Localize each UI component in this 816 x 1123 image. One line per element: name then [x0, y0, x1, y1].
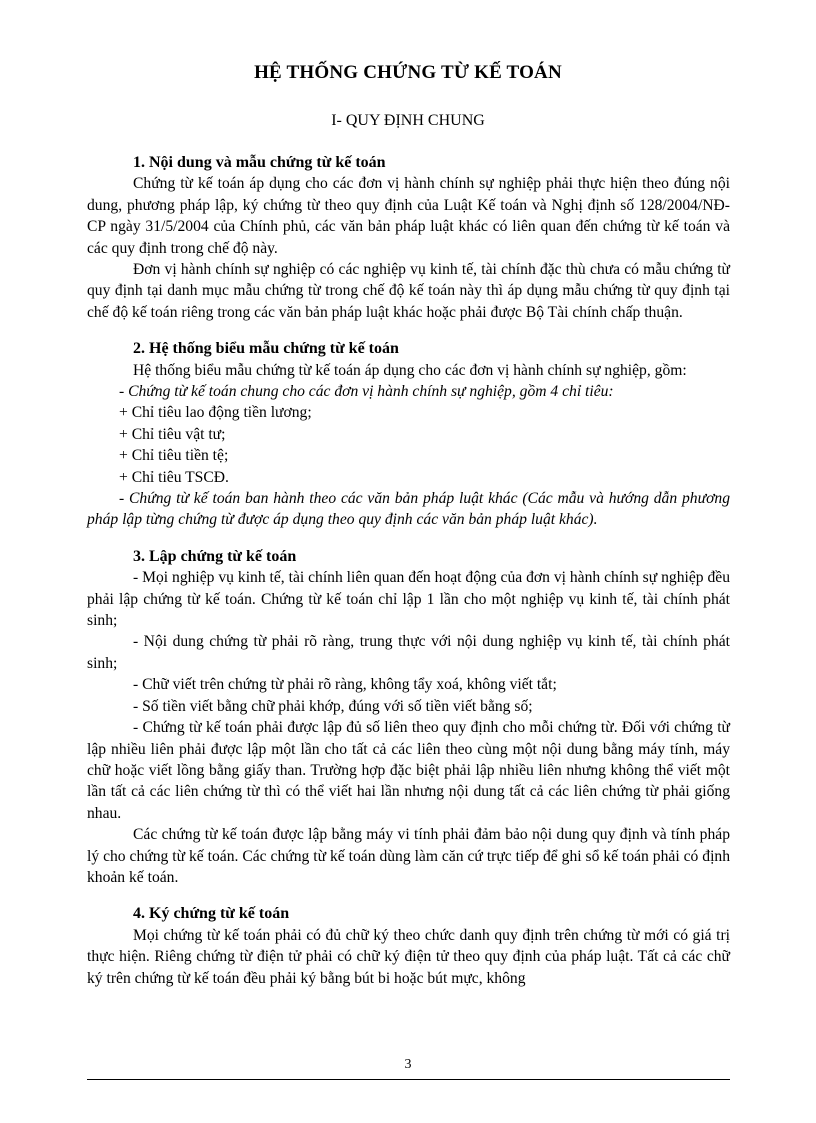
document-title: HỆ THỐNG CHỨNG TỪ KẾ TOÁN — [254, 62, 562, 83]
paragraph: Chứng từ kế toán áp dụng cho các đơn vị hành chính sự nghiệp phải thực hiện theo đúng nội dung, phương pháp lập, ký chứng từ theo quy định của Luật Kế toán và Nghị định số 128/2004/NĐ-CP ngày 31/5/2004 của Chính phủ, các văn bản pháp luật khác có liên quan đến chứng từ kế toán và các quy định trong chế độ này. — [87, 175, 730, 257]
footer-rule — [87, 1079, 730, 1080]
heading-3: 3. Lập chứng từ kế toán — [133, 547, 297, 565]
list-item: + Chỉ tiêu tiền tệ; — [119, 447, 229, 465]
paragraph: Đơn vị hành chính sự nghiệp có các nghiệp vụ kinh tế, tài chính đặc thù chưa có mẫu chứng từ quy định tại danh mục mẫu chứng từ trong chế độ kế toán này thì áp dụng mẫu chứng từ quy định tại chế độ kế toán riêng trong các văn bản pháp luật khác hoặc phải được Bộ Tài chính chấp thuận. — [87, 261, 730, 321]
paragraph: - Chữ viết trên chứng từ phải rõ ràng, không tẩy xoá, không viết tắt; — [133, 676, 557, 694]
section-title: I- QUY ĐỊNH CHUNG — [331, 112, 485, 129]
paragraph: - Chứng từ kế toán phải được lập đủ số liên theo quy định cho mỗi chứng từ. Đối với chứng từ lập nhiều liên phải được lập một lần cho tất cả các liên theo cùng một nội dung bằng máy tính, máy chữ hoặc viết lồng bằng giấy than. Trường hợp đặc biệt phải lập nhiều liên nhưng không thể viết một lần tất cả các liên chứng từ thì có thể viết hai lần nhưng nội dung tất cả các liên chứng từ phải giống nhau. — [87, 719, 730, 822]
paragraph: - Số tiền viết bằng chữ phải khớp, đúng với số tiền viết bằng số; — [133, 697, 533, 715]
list-item: + Chỉ tiêu vật tư; — [119, 425, 226, 443]
heading-2: 2. Hệ thống biểu mẫu chứng từ kế toán — [133, 340, 399, 358]
heading-4: 4. Ký chứng từ kế toán — [133, 905, 290, 923]
paragraph: - Mọi nghiệp vụ kinh tế, tài chính liên quan đến hoạt động của đơn vị hành chính sự nghiệp đều phải lập chứng từ kế toán. Chứng từ kế toán chỉ lập 1 lần cho một nghiệp vụ kinh tế, tài chính phát sinh; — [87, 569, 730, 630]
list-item: + Chỉ tiêu TSCĐ. — [119, 468, 229, 486]
document-body — [87, 152, 730, 989]
paragraph: Các chứng từ kế toán được lập bằng máy vi tính phải đảm bảo nội dung quy định và tính pháp lý cho chứng từ kế toán. Các chứng từ kế toán dùng làm căn cứ trực tiếp để ghi sổ kế toán phải có định khoản kế toán. — [87, 826, 730, 886]
italic-bullet: - Chứng từ kế toán chung cho các đơn vị hành chính sự nghiệp, gồm 4 chỉ tiêu: — [119, 383, 614, 401]
heading-1: 1. Nội dung và mẫu chứng từ kế toán — [133, 154, 386, 171]
paragraph: Mọi chứng từ kế toán phải có đủ chữ ký theo chức danh quy định trên chứng từ mới có giá trị thực hiện. Riêng chứng từ điện tử phải có chữ ký điện tử theo quy định của pháp luật. Tất cả các chữ ký trên chứng từ kế toán đều phải ký bằng bút bi hoặc bút mực, không — [87, 926, 730, 987]
list-item: + Chỉ tiêu lao động tiền lương; — [119, 404, 312, 422]
paragraph: Hệ thống biểu mẫu chứng từ kế toán áp dụng cho các đơn vị hành chính sự nghiệp, gồm: — [133, 361, 687, 379]
italic-paragraph: - Chứng từ kế toán ban hành theo các văn bản pháp luật khác (Các mẫu và hướng dẫn phương pháp lập từng chứng từ được áp dụng theo quy định các văn bản pháp luật khác). — [87, 490, 730, 529]
page-number: 3 — [404, 1057, 412, 1072]
paragraph: - Nội dung chứng từ phải rõ ràng, trung thực với nội dung nghiệp vụ kinh tế, tài chính phát sinh; — [87, 633, 730, 672]
